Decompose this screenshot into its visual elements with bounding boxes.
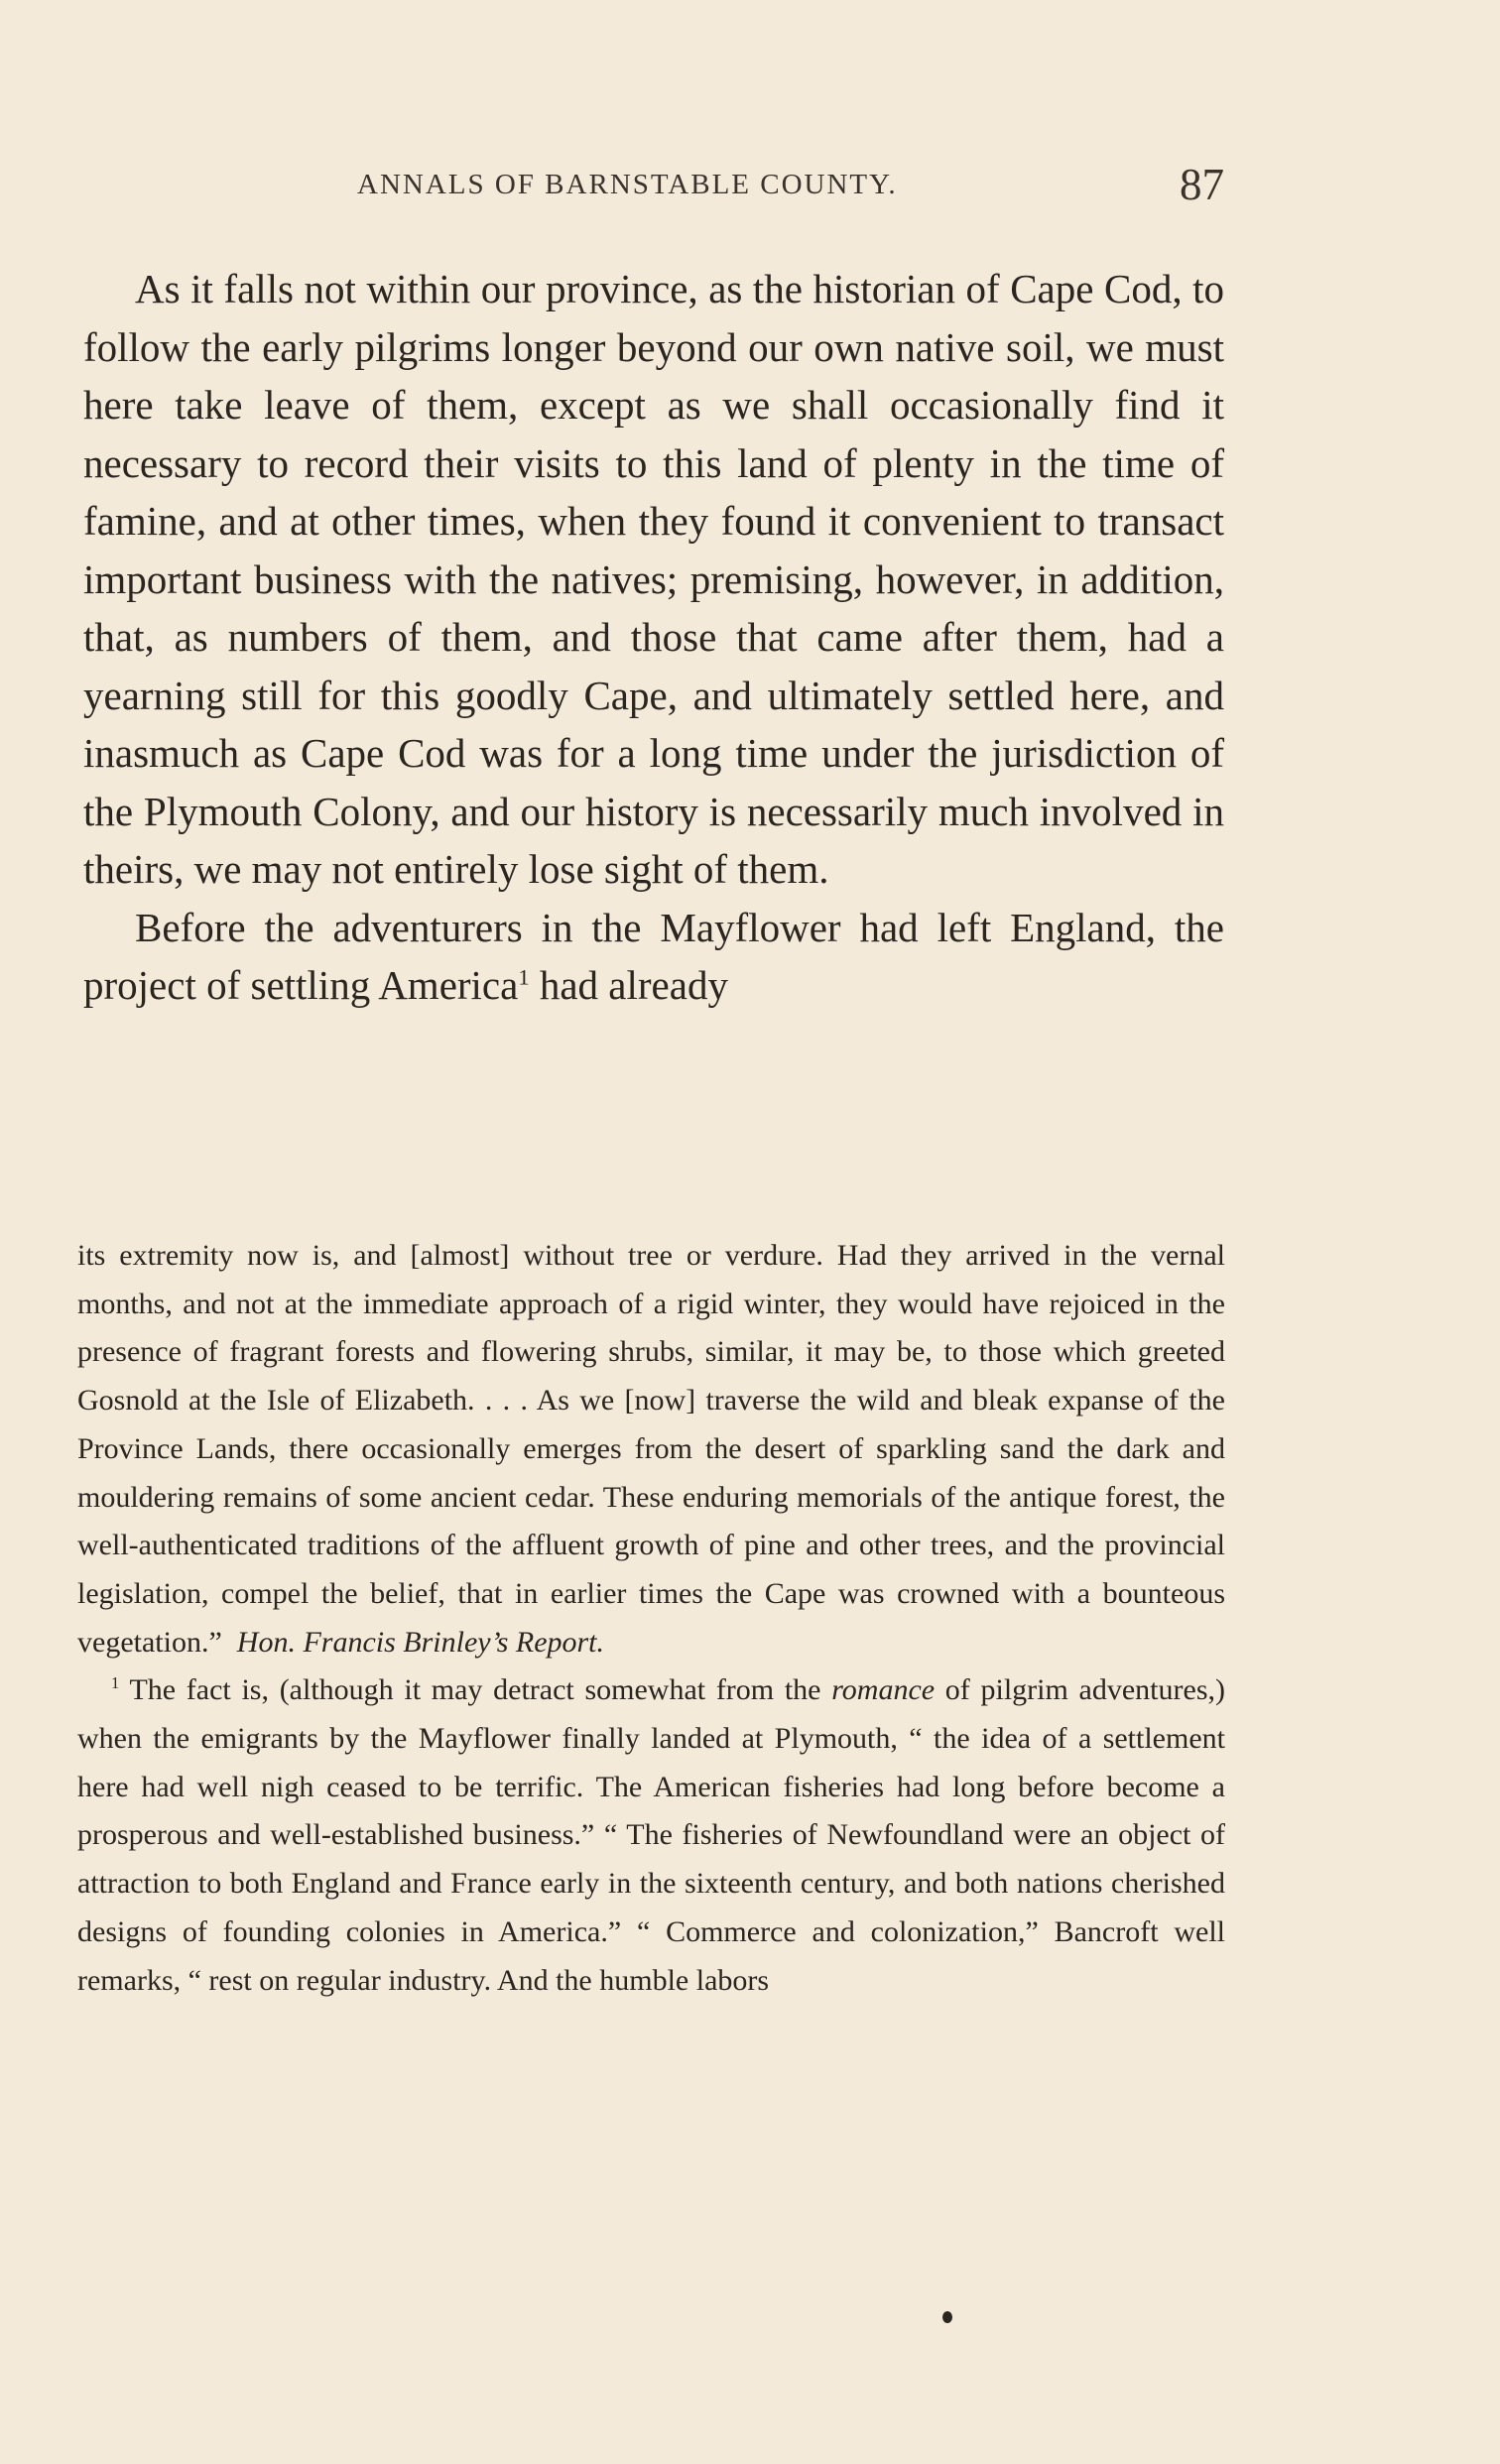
main-text	[83, 260, 1224, 1015]
footnotes	[77, 1232, 1225, 2005]
footnote-1-italic: romance	[831, 1673, 936, 1707]
footnote-1-number: 1	[111, 1673, 120, 1693]
footnote-ref-1: 1	[518, 964, 530, 990]
footnote-citation: Hon. Francis Brinley’s Report.	[236, 1625, 605, 1659]
footnote-continuation-text: its extremity now is, and [almost] without tree or verdure. Had they arrived in the vernal months, and not at the immediate approach of a rigid winter, they would have rejoiced in the presence of fragrant forests and flowering shrubs, similar, it may be, to those which greeted Gosnold at the Isle of Elizabeth. . . . As we [now] traverse the wild and bleak expanse of the Province Lands, there occasionally emerges from the desert of sparkling sand the dark and mouldering remains of some ancient cedar. These enduring memorials of the antique forest, the well-authenticated traditions of the affluent growth of pine and other trees, and the provincial legislation, compel the belief, that in earlier times the Cape was crowned with a bounteous vegetation.”	[77, 1239, 1225, 1659]
page-number: 87	[1180, 160, 1224, 209]
paragraph-2	[83, 899, 1224, 1015]
running-title: ANNALS OF BARNSTABLE COUNTY.	[357, 169, 898, 200]
running-head	[83, 159, 1224, 218]
footnote-1-text-rest: of pilgrim adventures,) when the emigrants by the Mayflower finally landed at Plymouth, “ the idea of a settlement here had well nigh ceased to be terrific. The American fisheries had long before become a prosperous and well-established business.” “ The fisheries of Newfoundland were an object of attraction to both England and France early in the sixteenth century, and both nations cherished designs of founding colonies in America.” “ Commerce and colonization,” Bancroft well remarks, “ rest on regular industry. And the humble labors	[77, 1673, 1225, 1997]
paragraph-1: As it falls not within our province, as the historian of Cape Cod, to follow the early pilgrims longer beyond our own native soil, we must here take leave of them, except as we shall occasionally find it necessary to record their visits to this land of plenty in the time of famine, and at other times, when they found it convenient to transact important business with the natives; premising, however, in addition, that, as numbers of them, and those that came after them, had a yearning still for this goodly Cape, and ultimately settled here, and inasmuch as Cape Cod was for a long time under the jurisdiction of the Plymouth Colony, and our history is necessarily much involved in theirs, we may not entirely lose sight of them.	[83, 266, 1224, 892]
footnote-1-text: The fact is, (although it may detract somewhat from the	[129, 1673, 832, 1707]
signature-mark	[942, 2311, 952, 2323]
footnote-continuation	[77, 1232, 1225, 1666]
footnote-1	[77, 1666, 1225, 2005]
paragraph-2-text: Before the adventurers in the Mayflower had left England, the project of settling America	[83, 904, 1224, 1008]
paragraph-2-tail: had already	[529, 962, 728, 1008]
